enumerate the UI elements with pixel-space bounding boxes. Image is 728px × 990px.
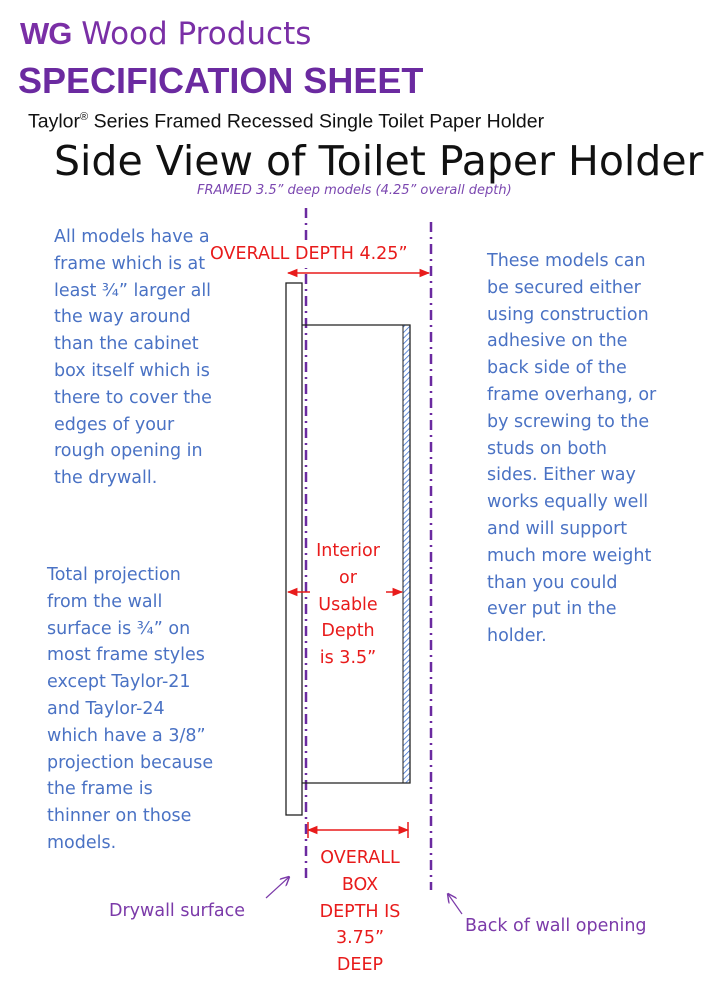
brand-name: Wood Products	[81, 16, 312, 52]
interior-depth-line: Interior	[316, 541, 380, 561]
back-wall-pointer-arrow	[448, 894, 462, 914]
box-back-panel	[403, 325, 410, 783]
left-note-frame: All models have a frame which is at least ¾” larger all the way around than the cabinet box itself which is there to cover the edges of your rough opening in the drywall.	[54, 227, 212, 489]
interior-depth-line: Depth	[321, 621, 375, 642]
interior-depth-line: Usable	[318, 594, 378, 615]
box-depth-line: DEPTH IS	[319, 901, 401, 922]
interior-depth-line: or	[339, 567, 357, 588]
box-depth-line: OVERALL	[320, 848, 400, 868]
drywall-pointer-arrow	[266, 877, 289, 898]
interior-depth-label	[310, 538, 386, 672]
box-depth-line: 3.75”	[335, 928, 385, 949]
box-depth-label	[312, 845, 408, 979]
brand-abbr: WG	[20, 16, 72, 51]
box-depth-line: DEEP	[336, 955, 384, 976]
left-note-projection: Total projection from the wall surface is ¾” on most frame styles except Taylor-21 and Taylor-24 which have a 3/8” projection because the frame is thinner on those models.	[47, 565, 214, 853]
frame-profile	[286, 283, 302, 815]
product-prefix: Taylor	[28, 110, 81, 133]
interior-depth-line: is 3.5”	[319, 648, 377, 669]
product-suffix: Series Framed Recessed Single Toilet Paper Holder	[93, 110, 545, 133]
diagram-subtitle: FRAMED 3.5” deep models (4.25” overall depth)	[197, 183, 512, 198]
registered-mark: ®	[80, 111, 89, 123]
right-note-mounting: These models can be secured either using construction adhesive on the back side of the frame overhang, or by screwing to the studs on both sides. Either way works equally well and will support much more weight than you could ever put in the holder.	[487, 251, 657, 647]
sheet-title: SPECIFICATION SHEET	[18, 60, 424, 101]
back-wall-label: Back of wall opening	[465, 916, 647, 936]
diagram-title: Side View of Toilet Paper Holder	[54, 137, 704, 185]
box-depth-line: BOX	[341, 874, 379, 895]
drywall-surface-label: Drywall surface	[109, 901, 246, 921]
overall-depth-label: OVERALL DEPTH 4.25”	[210, 241, 408, 268]
